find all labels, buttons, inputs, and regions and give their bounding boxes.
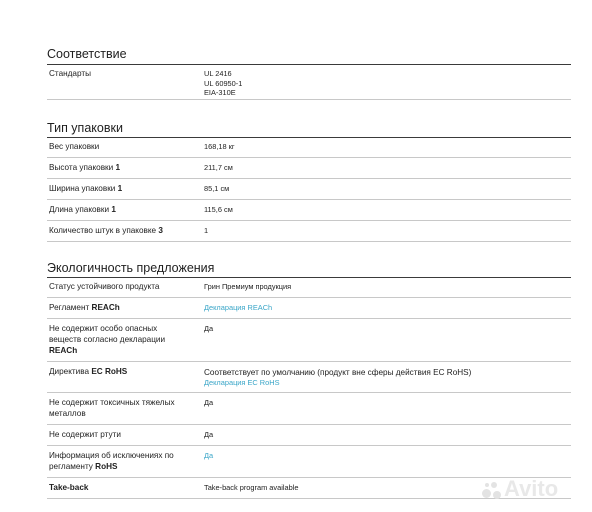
row-divider	[47, 297, 571, 298]
row-label-take-back: Take-back	[49, 483, 89, 492]
row-label-standards: Стандарты	[49, 69, 91, 78]
row-label-reach-svhc-free: Не содержит особо опасных веществ согласно декларации REACh	[49, 324, 166, 355]
row-label-units-per-package: Количество штук в упаковке 3	[49, 226, 163, 235]
rohs-exemptions-link[interactable]: Да	[204, 451, 214, 460]
row-label-rohs-directive: Директива EC RoHS	[49, 367, 128, 376]
row-value-rohs-directive	[204, 367, 564, 388]
section-divider	[47, 277, 571, 278]
section-title-compliance: Соответствие	[47, 47, 127, 61]
section-title-sustainability: Экологичность предложения	[47, 261, 215, 275]
row-label-mercury-free: Не содержит ртути	[49, 430, 121, 439]
row-label-sustainable-status: Статус устойчивого продукта	[49, 282, 160, 291]
row-label-package-width: Ширина упаковки 1	[49, 184, 123, 193]
avito-watermark	[482, 474, 586, 504]
row-label-package-length: Длина упаковки 1	[49, 205, 116, 214]
row-divider	[47, 445, 571, 446]
rohs-compliance-text: Соответствует по умолчанию (продукт вне сферы действия EC RoHS)	[204, 368, 472, 377]
standard-item: UL 2416	[204, 69, 232, 78]
row-label-rohs-exemptions: Информация об исключениях по регламенту RoHS	[49, 451, 174, 471]
row-divider	[47, 178, 571, 179]
section-divider	[47, 64, 571, 65]
standard-item: EIA-310E	[204, 88, 236, 97]
reach-declaration-link[interactable]: Декларация REACh	[204, 303, 273, 312]
row-value-package-weight: 168,18 кг	[204, 142, 235, 151]
row-divider	[47, 392, 571, 393]
row-label-package-height: Высота упаковки 1	[49, 163, 121, 172]
section-title-packaging: Тип упаковки	[47, 121, 123, 135]
row-value-package-width: 85,1 см	[204, 184, 230, 193]
row-divider	[47, 220, 571, 221]
row-divider	[47, 424, 571, 425]
row-value-standards	[204, 69, 564, 98]
row-value-sustainable-status: Грин Премиум продукция	[204, 282, 292, 291]
row-value-package-length: 115,6 см	[204, 205, 233, 214]
row-divider	[47, 157, 571, 158]
rohs-declaration-link[interactable]: Декларация EC RoHS	[204, 378, 280, 387]
row-divider	[47, 99, 571, 100]
row-divider	[47, 241, 571, 242]
row-value-package-height: 211,7 см	[204, 163, 233, 172]
row-label-reach-regulation: Регламент REACh	[49, 303, 120, 312]
row-value-heavy-metals-free: Да	[204, 398, 214, 407]
row-value-units-per-package: 1	[204, 226, 209, 235]
row-value-reach-svhc-free: Да	[204, 324, 214, 333]
row-divider	[47, 318, 571, 319]
watermark-text: Avito	[504, 476, 559, 501]
row-value-take-back: Take-back program available	[204, 483, 299, 492]
row-divider	[47, 361, 571, 362]
row-divider	[47, 199, 571, 200]
row-label-heavy-metals-free: Не содержит токсичных тяжелых металлов	[49, 398, 175, 418]
section-divider	[47, 137, 571, 138]
row-value-mercury-free: Да	[204, 430, 214, 439]
standard-item: UL 60950-1	[204, 78, 243, 88]
avito-logo-icon	[482, 480, 502, 500]
row-label-package-weight: Вес упаковки	[49, 142, 100, 151]
